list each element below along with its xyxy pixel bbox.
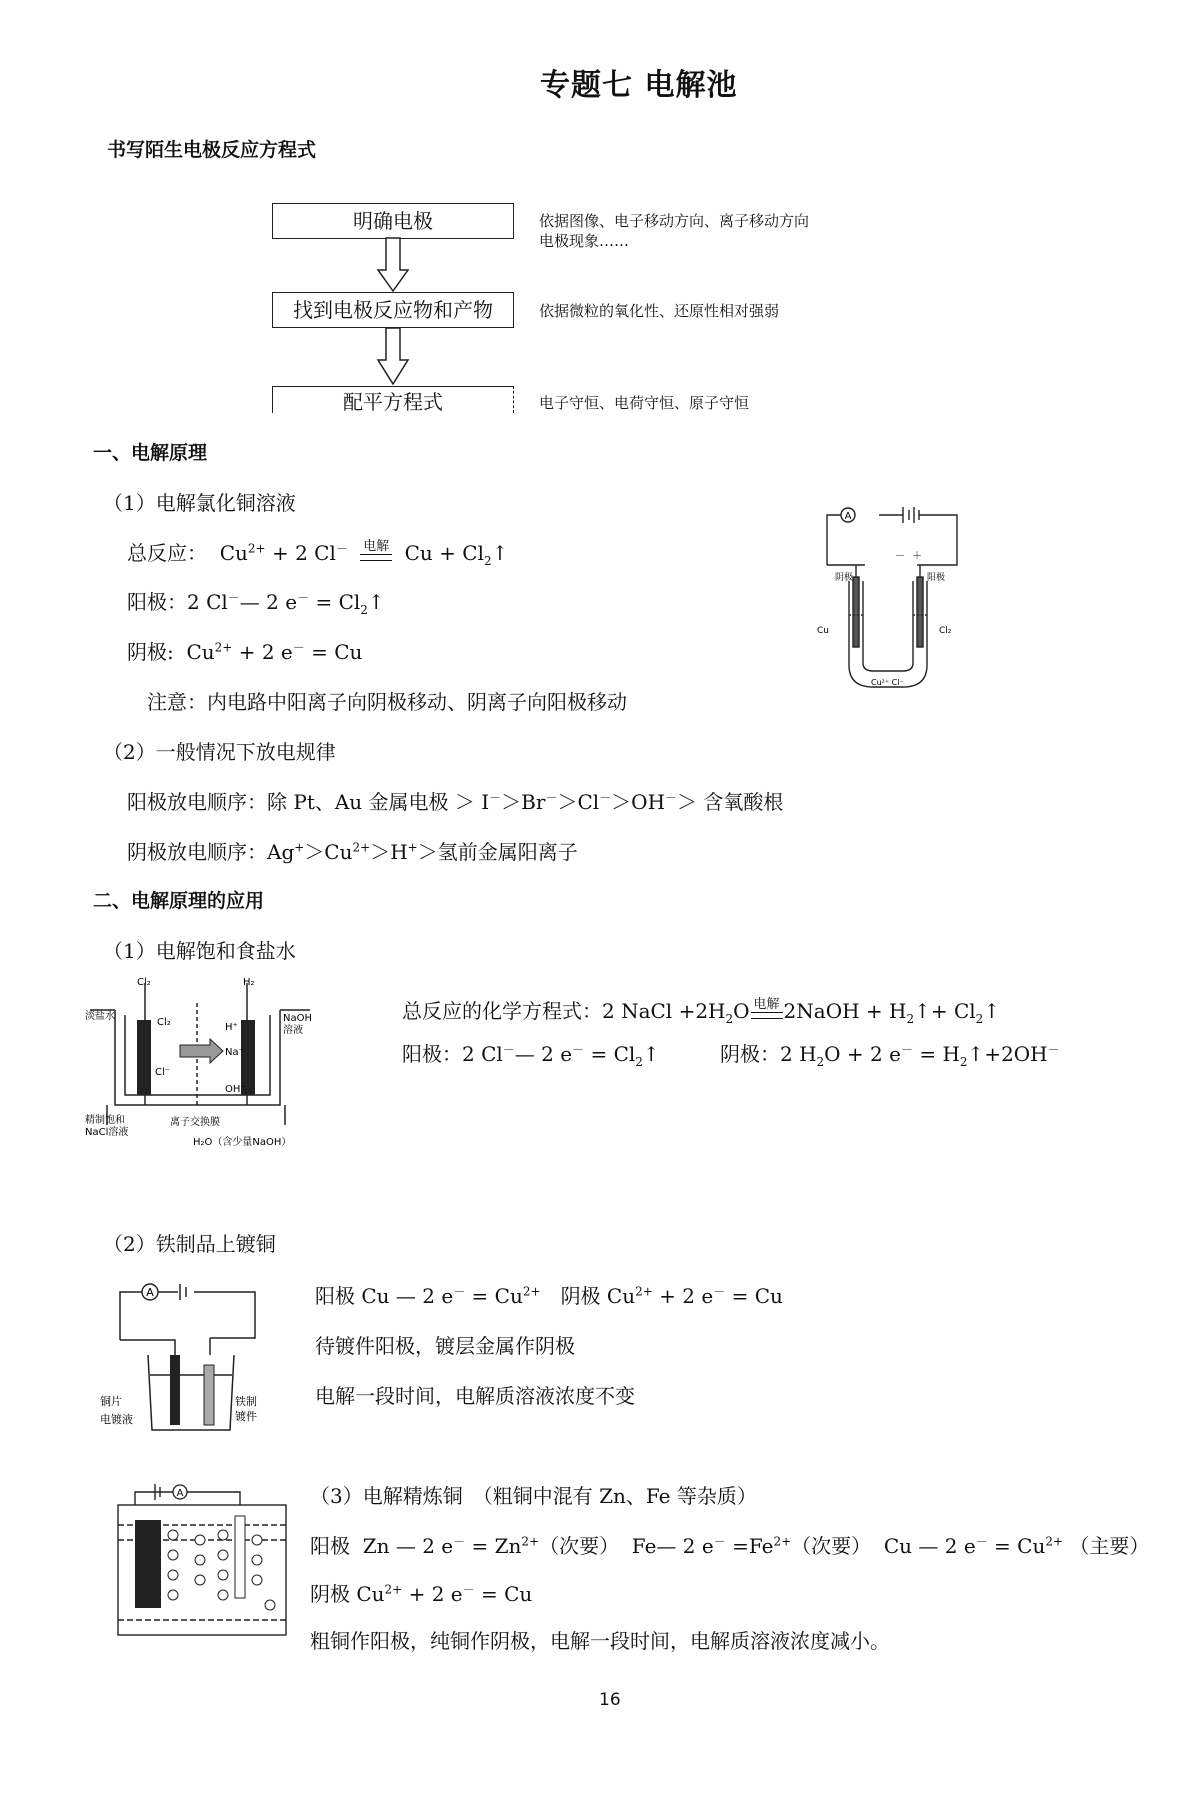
svg-text:铁制: 铁制 — [235, 1395, 257, 1408]
flow-box-2: 找到电极反应物和产物 — [272, 292, 514, 328]
refining-cathode-reaction: 阴极 $Cu^{2+} + 2$ e－ = Cu — [310, 1582, 533, 1606]
cucl2-cathode-reaction: 阴极: $Cu^{2+} + 2$ e－ = Cu — [127, 640, 363, 664]
svg-text:淡盐水: 淡盐水 — [85, 1011, 115, 1022]
svg-text:A: A — [146, 1286, 154, 1299]
svg-text:Cl₂: Cl₂ — [137, 977, 151, 988]
section2-sub1-title: （1）电解饱和食盐水 — [103, 939, 296, 963]
page-number: 16 — [599, 1690, 621, 1710]
svg-text:阴极: 阴极 — [835, 573, 854, 583]
ammeter-label: A — [844, 511, 852, 522]
svg-text:阳极: 阳极 — [927, 573, 946, 583]
svg-text:溶液: 溶液 — [283, 1025, 303, 1036]
plating-line2: 待镀件阳极，镀层金属作阴极 — [315, 1334, 575, 1358]
section2-sub3-title: （3）电解精炼铜 （粗铜中混有 Zn、Fe 等杂质） — [310, 1484, 757, 1508]
cathode-discharge-order: 阴极放电顺序：$Ag^+>Cu^{2+}>H^+>$氢前金属阳离子 — [127, 840, 578, 864]
flow-box-3: 配平方程式 — [272, 386, 514, 413]
cathode-label: 阴极: — [127, 640, 174, 664]
u-tube-diagram — [815, 505, 965, 690]
flow-note-3: 电子守恒、电荷守恒、原子守恒 — [539, 394, 750, 412]
svg-text:H₂: H₂ — [243, 977, 255, 988]
nacl-total-reaction: 总反应的化学方程式：2 NaCl $+2H_2O$ 电解 2NaOH + $H_2↑+$ $Cl_2↑$ — [402, 997, 1001, 1026]
refining-line3: 粗铜作阳极，纯铜作阴极，电解一段时间，电解质溶液浓度减小。 — [310, 1629, 890, 1653]
total-label: 总反应： — [127, 541, 207, 565]
chlor-alkali-diagram — [85, 975, 315, 1150]
svg-text:H₂O（含少量NaOH）: H₂O（含少量NaOH） — [193, 1137, 292, 1148]
svg-text:Cu²⁺ Cl⁻: Cu²⁺ Cl⁻ — [871, 678, 904, 687]
svg-text:精制饱和: 精制饱和 — [85, 1115, 125, 1126]
svg-text:Na⁺: Na⁺ — [225, 1047, 244, 1058]
svg-text:H⁺: H⁺ — [225, 1022, 238, 1033]
plating-diagram — [100, 1280, 280, 1440]
page-title: 专题七 电解池 — [540, 68, 738, 103]
svg-text:A: A — [176, 1488, 184, 1499]
flow-note-1b: 电极现象…… — [539, 232, 630, 250]
svg-text:镀件: 镀件 — [235, 1410, 257, 1423]
plating-line3: 电解一段时间，电解质溶液浓度不变 — [315, 1384, 635, 1408]
flow-note-1a: 依据图像、电子移动方向、离子移动方向 — [539, 212, 810, 230]
nacl-cathode-reaction: 阴极：2 $H_2O + 2$ $e^- = H_2↑+2OH^-$ — [720, 1042, 1060, 1069]
flow-box-1: 明确电极 — [272, 203, 514, 239]
svg-text:电镀液: 电镀液 — [100, 1413, 133, 1426]
flow-arrows — [370, 236, 420, 396]
refining-diagram — [115, 1480, 295, 1650]
flow-note-2: 依据微粒的氧化性、还原性相对强弱 — [539, 302, 780, 320]
section1-sub1-title: （1）电解氯化铜溶液 — [103, 491, 296, 515]
svg-text:Cl₂: Cl₂ — [157, 1017, 171, 1028]
refining-anode-reactions: 阳极 Zn — 2 $e^- = Zn^{2+}$（次要） Fe— 2 $e^- =Fe^{2+}$（次要） Cu — 2 $e^- = Cu^{2+}$ （主要） — [310, 1534, 1150, 1558]
anode-discharge-order: 阳极放电顺序：除 Pt、Au 金属电极 ＞ I－＞Br－＞Cl－＞OH－＞ 含氧酸根 — [127, 790, 784, 814]
cucl2-total-reaction: 总反应： $Cu^{2+} + 2$ Cl－ 电解 $Cu + Cl_2↑$ — [127, 539, 509, 568]
svg-text:NaCl溶液: NaCl溶液 — [85, 1127, 129, 1138]
svg-text:Cl₂: Cl₂ — [939, 626, 952, 636]
svg-text:Cu: Cu — [817, 626, 829, 636]
section2-heading: 二、电解原理的应用 — [93, 890, 265, 912]
svg-text:Cl⁻: Cl⁻ — [155, 1067, 171, 1078]
plating-reactions: 阳极 Cu — 2 $e^- = Cu^{2+}$ 阴极 $Cu^{2+} + 2$ e－ = Cu — [315, 1284, 783, 1308]
svg-text:离子交换膜: 离子交换膜 — [170, 1117, 220, 1128]
svg-text:＋: ＋ — [912, 551, 922, 562]
svg-text:铜片: 铜片 — [100, 1395, 122, 1408]
nacl-anode-reaction: 阳极：2 Cl－— 2 $e^- = Cl_2↑$ — [402, 1042, 660, 1069]
intro-heading: 书写陌生电极反应方程式 — [107, 139, 317, 161]
section2-sub2-title: （2）铁制品上镀铜 — [103, 1232, 276, 1256]
svg-text:NaOH: NaOH — [283, 1013, 312, 1024]
anode-label: 阳极： — [127, 590, 187, 614]
svg-text:－: － — [895, 551, 905, 562]
section1-heading: 一、电解原理 — [93, 442, 208, 464]
svg-text:OH⁻: OH⁻ — [225, 1084, 246, 1095]
eq-condition: 电解 — [360, 540, 392, 561]
section1-sub2-title: （2）一般情况下放电规律 — [103, 740, 336, 764]
cucl2-note: 注意：内电路中阳离子向阴极移动、阴离子向阳极移动 — [147, 690, 627, 714]
cucl2-anode-reaction: 阳极：2 Cl－— 2 $e^- = Cl_2↑$ — [127, 590, 385, 617]
